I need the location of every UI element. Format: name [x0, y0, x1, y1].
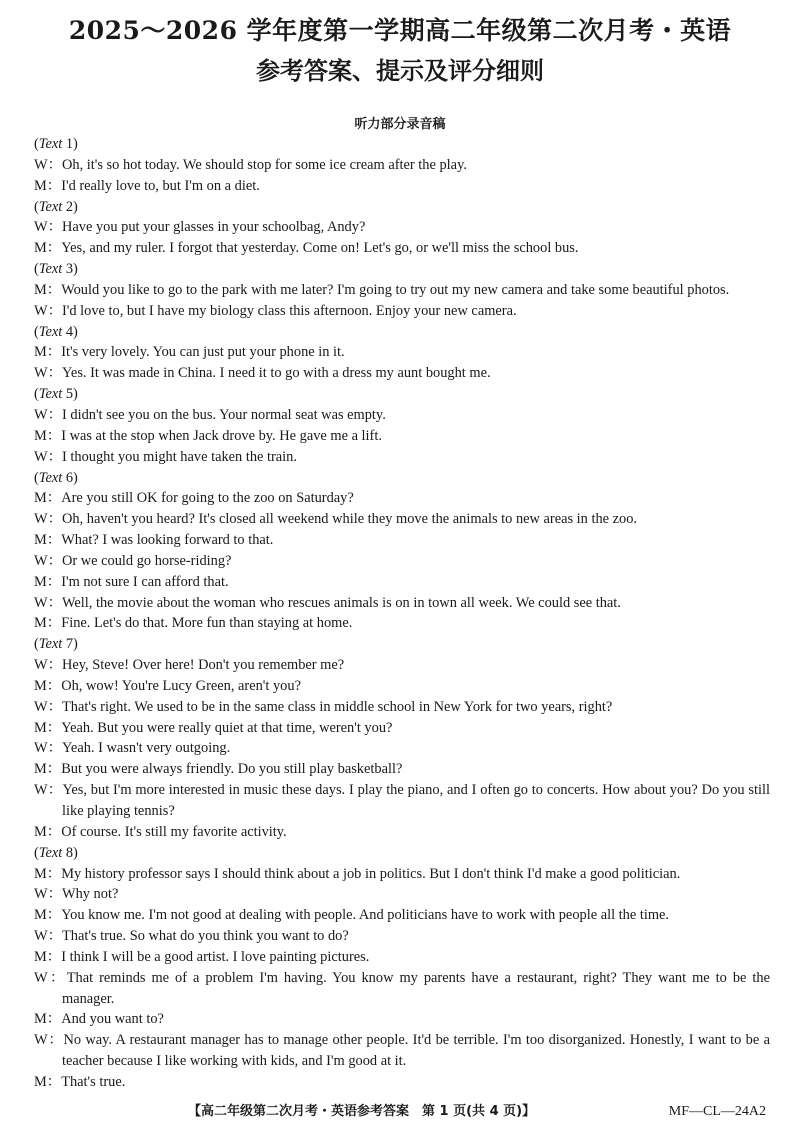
text-marker [34, 468, 770, 489]
dialogue-text: I thought you might have taken the train. [61, 448, 297, 465]
dialogue-text: But you were always friendly. Do you still play basketball? [61, 761, 403, 778]
text-marker-number: 6) [62, 469, 78, 486]
dialogue-text: Yeah. But you were really quiet at that time, weren't you? [61, 719, 393, 736]
dialogue-line [34, 697, 770, 718]
text-marker-label: Text [38, 844, 63, 861]
dialogue-text: Have you put your glasses in your schoolbag, Andy? [61, 219, 366, 236]
speaker-label: W： [34, 782, 63, 799]
speaker-label: M： [34, 1011, 62, 1028]
text-marker [34, 322, 770, 343]
dialogue-text: And you want to? [61, 1011, 164, 1028]
speaker-label: W： [34, 657, 62, 674]
dialogue-text: Oh, it's so hot today. We should stop for some ice cream after the play. [61, 156, 467, 173]
text-marker-open: ( [34, 469, 39, 486]
speaker-label: W： [34, 302, 62, 319]
dialogue-line [34, 572, 770, 593]
dialogue-text: Fine. Let's do that. More fun than staying at home. [61, 615, 353, 632]
dialogue-line [34, 593, 770, 614]
text-marker-label: Text [38, 323, 63, 340]
speaker-label: M： [34, 948, 62, 965]
speaker-label: M： [34, 490, 62, 507]
dialogue-text: Or we could go horse-riding? [61, 552, 232, 569]
text-marker-number: 7) [62, 636, 78, 653]
text-marker [34, 134, 770, 155]
speaker-label: W： [34, 1032, 64, 1049]
dialogue-line [34, 1072, 770, 1093]
speaker-label: M： [34, 865, 62, 882]
dialogue-line [34, 738, 770, 759]
text-marker-label: Text [38, 198, 63, 215]
speaker-label: M： [34, 344, 62, 361]
text-marker [34, 384, 770, 405]
dialogue-text: You know me. I'm not good at dealing with people. And politicians have to work with people all the time. [61, 907, 670, 924]
text-marker [34, 843, 770, 864]
dialogue-text: My history professor says I should think about a job in politics. But I don't think I'd make a good politician. [61, 865, 681, 882]
dialogue-text: Yes. It was made in China. I need it to go with a dress my aunt bought me. [61, 365, 491, 382]
speaker-label: M： [34, 177, 62, 194]
page-footer [0, 1101, 800, 1123]
speaker-label: M： [34, 573, 62, 590]
text-marker-label: Text [38, 469, 63, 486]
text-marker-open: ( [34, 136, 39, 152]
dialogue-text: Of course. It's still my favorite activity. [61, 823, 287, 840]
text-marker-open: ( [34, 323, 39, 340]
dialogue-line [34, 759, 770, 780]
text-marker-number: 3) [62, 261, 78, 278]
dialogue-line [34, 176, 770, 197]
dialogue-line [34, 968, 770, 1010]
dialogue-text: Yes, but I'm more interested in music these days. I play the piano, and I often go to concerts. How about you? Do you still like playing tennis? [62, 782, 771, 819]
dialogue-line [34, 447, 770, 468]
dialogue-line [34, 530, 770, 551]
dialogue-line [34, 155, 770, 176]
text-marker-label: Text [38, 261, 63, 278]
speaker-label: M： [34, 1073, 62, 1090]
document-title: 2025～2026 学年度第一学期高二年级第二次月考・英语 [68, 16, 732, 45]
text-marker [34, 634, 770, 655]
dialogue-line [34, 926, 770, 947]
dialogue-line [34, 301, 770, 322]
text-marker-number: 1) [62, 136, 78, 152]
speaker-label: W： [34, 365, 62, 382]
dialogue-text: I think I will be a good artist. I love painting pictures. [61, 948, 370, 965]
dialogue-text: Why not? [61, 886, 119, 903]
dialogue-text: Well, the movie about the woman who rescues animals is on in town all week. We could see that. [61, 594, 621, 611]
text-marker-open: ( [34, 844, 39, 861]
text-marker-open: ( [34, 261, 39, 278]
dialogue-text: Yes, and my ruler. I forgot that yesterday. Come on! Let's go, or we'll miss the school bus. [61, 240, 579, 257]
speaker-label: W： [34, 448, 62, 465]
text-marker [34, 259, 770, 280]
dialogue-line [34, 509, 770, 530]
speaker-label: M： [34, 823, 62, 840]
speaker-label: M： [34, 240, 62, 257]
dialogue-line [34, 551, 770, 572]
dialogue-line [34, 426, 770, 447]
dialogue-line [34, 718, 770, 739]
dialogue-line [34, 363, 770, 384]
text-marker-label: Text [38, 136, 63, 152]
dialogue-text: I was at the stop when Jack drove by. He gave me a lift. [61, 427, 382, 444]
speaker-label: W： [34, 552, 62, 569]
dialogue-text: I didn't see you on the bus. Your normal seat was empty. [61, 406, 386, 423]
text-marker-label: Text [38, 636, 63, 653]
dialogue-line [34, 217, 770, 238]
text-marker-open: ( [34, 636, 39, 653]
speaker-label: M： [34, 677, 62, 694]
dialogue-line [34, 822, 770, 843]
speaker-label: W： [34, 928, 62, 945]
speaker-label: M： [34, 719, 62, 736]
dialogue-line [34, 238, 770, 259]
speaker-label: M： [34, 761, 62, 778]
dialogue-line [34, 947, 770, 968]
dialogue-text: It's very lovely. You can just put your phone in it. [61, 344, 345, 361]
speaker-label: M： [34, 615, 62, 632]
document-subtitle: 参考答案、提示及评分细则 [256, 56, 544, 85]
text-marker-number: 5) [62, 386, 78, 403]
speaker-label: W： [34, 740, 62, 757]
dialogue-text: Hey, Steve! Over here! Don't you remember me? [61, 657, 345, 674]
dialogue-line [34, 280, 770, 301]
dialogue-text: Are you still OK for going to the zoo on Saturday? [61, 490, 354, 507]
text-marker-open: ( [34, 198, 39, 215]
dialogue-text: What? I was looking forward to that. [61, 532, 274, 549]
listening-transcript [34, 134, 770, 1093]
dialogue-line [34, 884, 770, 905]
dialogue-line [34, 676, 770, 697]
dialogue-text: Yeah. I wasn't very outgoing. [61, 740, 231, 757]
text-marker-number: 2) [62, 198, 78, 215]
dialogue-text: That's right. We used to be in the same class in middle school in New York for two years, right? [61, 698, 613, 715]
dialogue-line [34, 1030, 770, 1072]
dialogue-line [34, 405, 770, 426]
speaker-label: W： [34, 156, 62, 173]
dialogue-line [34, 342, 770, 363]
dialogue-line [34, 905, 770, 926]
dialogue-text: No way. A restaurant manager has to manage other people. It'd be terrible. I'm too disorganized. Honestly, I want to be a teacher because I like working with kids, and I'm good at it. [62, 1032, 770, 1070]
dialogue-text: Oh, wow! You're Lucy Green, aren't you? [61, 677, 301, 694]
dialogue-line [34, 655, 770, 676]
dialogue-text: That reminds me of a problem I'm having. You know my parents have a restaurant, right? They want me to be the manager. [62, 969, 770, 1007]
dialogue-text: That's true. So what do you think you want to do? [61, 928, 349, 945]
speaker-label: W： [34, 969, 67, 986]
speaker-label: W： [34, 886, 62, 903]
dialogue-text: Oh, haven't you heard? It's closed all weekend while they move the animals to new areas in the zoo. [61, 511, 638, 528]
text-marker-number: 4) [62, 323, 78, 340]
dialogue-text: I'm not sure I can afford that. [61, 573, 229, 590]
text-marker-label: Text [38, 386, 63, 403]
speaker-label: W： [34, 511, 62, 528]
text-marker [34, 197, 770, 218]
speaker-label: M： [34, 281, 62, 298]
speaker-label: W： [34, 594, 62, 611]
dialogue-line [34, 613, 770, 634]
speaker-label: M： [34, 532, 62, 549]
dialogue-text: I'd really love to, but I'm on a diet. [61, 177, 260, 194]
section-heading: 听力部分录音稿 [354, 117, 446, 132]
speaker-label: W： [34, 406, 62, 423]
dialogue-line [34, 864, 770, 885]
speaker-label: W： [34, 219, 62, 236]
footer-code: MF—CL—24A2 [668, 1104, 766, 1119]
speaker-label: W： [34, 698, 62, 715]
text-marker-number: 8) [62, 844, 78, 861]
footer-page-info: 【高二年级第二次月考・英语参考答案 第 1 页(共 4 页)】 [188, 1104, 536, 1119]
dialogue-text: I'd love to, but I have my biology class this afternoon. Enjoy your new camera. [61, 302, 517, 319]
dialogue-line [34, 780, 770, 822]
speaker-label: M： [34, 427, 62, 444]
text-marker-open: ( [34, 386, 39, 403]
dialogue-text: Would you like to go to the park with me later? I'm going to try out my new camera and take some beautiful photos. [61, 281, 730, 298]
dialogue-text: That's true. [61, 1073, 126, 1090]
dialogue-line [34, 488, 770, 509]
dialogue-line [34, 1009, 770, 1030]
speaker-label: M： [34, 907, 62, 924]
